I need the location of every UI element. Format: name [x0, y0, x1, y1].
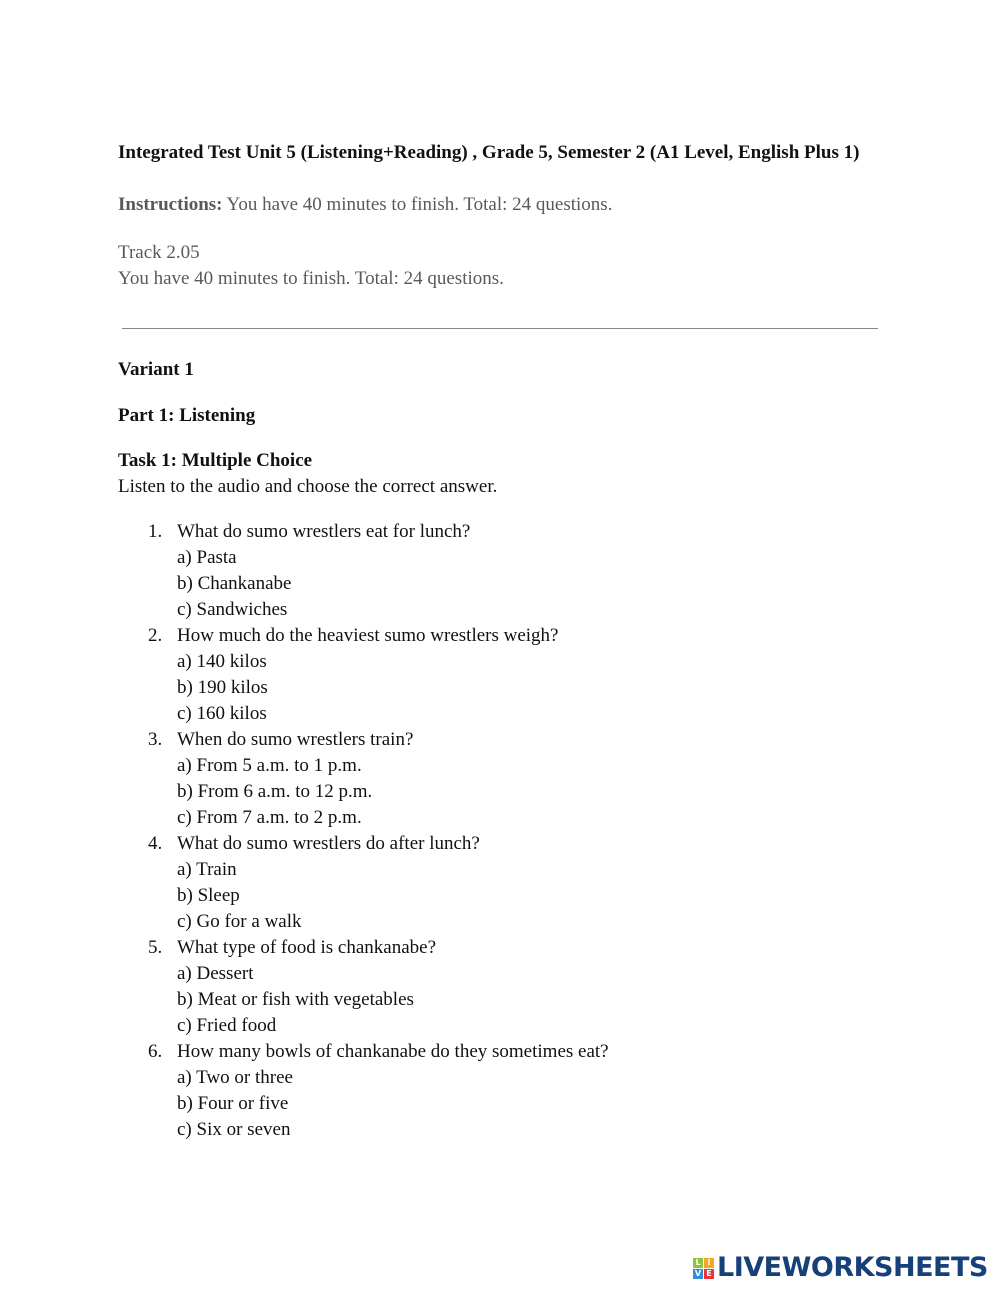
track-label: Track 2.05 — [118, 242, 200, 263]
answer-option — [118, 961, 888, 987]
question-text: What type of food is chankanabe? — [177, 937, 437, 958]
question-text: How many bowls of chankanabe do they sometimes eat? — [177, 1041, 609, 1062]
option-text: a) From 5 a.m. to 1 p.m. — [177, 755, 362, 776]
answer-option — [118, 805, 888, 831]
question-number: 4. — [148, 833, 163, 854]
instructions-label: Instructions: — [118, 194, 223, 215]
track-note: You have 40 minutes to finish. Total: 24 questions. — [118, 268, 504, 289]
logo-text: LIVEWORKSHEETS — [717, 1252, 988, 1283]
part-heading: Part 1: Listening — [118, 405, 256, 426]
answer-option — [118, 883, 888, 909]
answer-option — [118, 1117, 888, 1143]
liveworksheets-logo — [693, 1254, 988, 1282]
option-text: a) 140 kilos — [177, 651, 267, 672]
option-text: c) Sandwiches — [177, 599, 288, 620]
answer-option — [118, 571, 888, 597]
question-number: 6. — [148, 1041, 163, 1062]
option-text: c) 160 kilos — [177, 703, 267, 724]
question-number: 5. — [148, 937, 163, 958]
question-number: 1. — [148, 521, 163, 542]
answer-option — [118, 753, 888, 779]
option-text: b) Meat or fish with vegetables — [177, 989, 414, 1010]
option-text: c) Go for a walk — [177, 911, 302, 932]
instructions — [118, 192, 888, 218]
question-text: When do sumo wrestlers train? — [177, 729, 414, 750]
document-title: Integrated Test Unit 5 (Listening+Reading) , Grade 5, Semester 2 (A1 Level, English Plus 1) — [118, 142, 860, 163]
question-list — [118, 519, 888, 1143]
option-text: c) Fried food — [177, 1015, 277, 1036]
answer-option — [118, 545, 888, 571]
answer-option — [118, 675, 888, 701]
question-text: What do sumo wrestlers do after lunch? — [177, 833, 480, 854]
question-item — [118, 623, 888, 649]
question-text: What do sumo wrestlers eat for lunch? — [177, 521, 471, 542]
option-text: a) Pasta — [177, 547, 237, 568]
answer-option — [118, 1065, 888, 1091]
question-item — [118, 519, 888, 545]
answer-option — [118, 1091, 888, 1117]
answer-option — [118, 857, 888, 883]
task-heading: Task 1: Multiple Choice — [118, 450, 313, 471]
answer-option — [118, 987, 888, 1013]
answer-option — [118, 779, 888, 805]
option-text: b) Chankanabe — [177, 573, 292, 594]
option-text: b) Four or five — [177, 1093, 289, 1114]
variant-heading: Variant 1 — [118, 359, 194, 380]
question-item — [118, 727, 888, 753]
instructions-text: You have 40 minutes to finish. Total: 24 questions. — [222, 194, 613, 215]
answer-option — [118, 649, 888, 675]
question-text: How much do the heaviest sumo wrestlers weigh? — [177, 625, 559, 646]
option-text: c) From 7 a.m. to 2 p.m. — [177, 807, 362, 828]
answer-option — [118, 597, 888, 623]
logo-tiles-icon: L I V E — [693, 1258, 714, 1279]
question-item — [118, 1039, 888, 1065]
task-instruction: Listen to the audio and choose the correct answer. — [118, 476, 498, 497]
option-text: b) 190 kilos — [177, 677, 268, 698]
option-text: b) Sleep — [177, 885, 240, 906]
answer-option — [118, 1013, 888, 1039]
question-number: 3. — [148, 729, 163, 750]
divider — [122, 328, 878, 329]
question-number: 2. — [148, 625, 163, 646]
answer-option — [118, 909, 888, 935]
answer-option — [118, 701, 888, 727]
option-text: a) Two or three — [177, 1067, 293, 1088]
option-text: a) Train — [177, 859, 237, 880]
option-text: a) Dessert — [177, 963, 254, 984]
question-item — [118, 935, 888, 961]
option-text: b) From 6 a.m. to 12 p.m. — [177, 781, 373, 802]
option-text: c) Six or seven — [177, 1119, 291, 1140]
question-item — [118, 831, 888, 857]
